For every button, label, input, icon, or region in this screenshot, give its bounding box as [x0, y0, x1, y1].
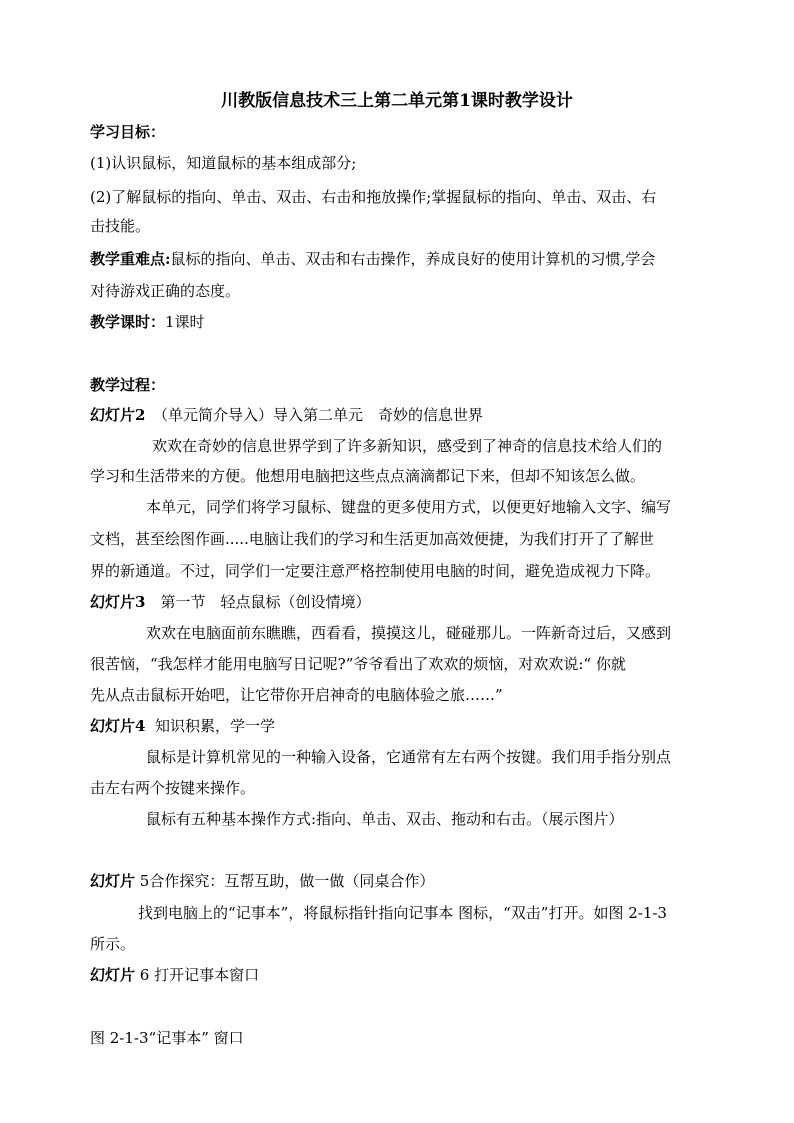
slide-5-paragraph-line-2: 所示。 [90, 935, 136, 953]
slide-4-paragraph-1-line-1: 鼠标是计算机常见的一种输入设备，它通常有左右两个按键。我们用手指分别点 [146, 748, 672, 766]
slide-2-paragraph-1-line-1: 欢欢在奇妙的信息世界学到了许多新知识，感受到了神奇的信息技术给人们的 [152, 437, 663, 455]
hours-line [90, 307, 705, 337]
slide-6-text: 6 打开记事本窗口 [139, 966, 260, 984]
slide-5-text: 5合作探究：互帮互助，做一做（同桌合作） [139, 872, 435, 890]
key-points-label: 教学重难点: [90, 250, 171, 268]
slide-2-label: 幻灯片2 [90, 406, 146, 424]
objective-item-1: (1)认识鼠标，知道鼠标的基本组成部分; [90, 154, 357, 172]
slide-3-paragraph-line-1: 欢欢在电脑面前东瞧瞧，西看看，摸摸这儿，碰碰那儿。一阵新奇过后，又感到 [146, 624, 672, 642]
slide-3-paragraph-line-2: 很苦恼，“我怎样才能用电脑写日记呢?”爷爷看出了欢欢的烦恼，对欢欢说:“ 你就 [90, 655, 626, 673]
slide-4-text: 知识积累，学一学 [154, 717, 275, 735]
slide-2-heading [90, 400, 705, 430]
figure-caption: 图 2-1-3“记事本” 窗口 [90, 1029, 244, 1047]
slide-3-paragraph-line-3: 先从点击鼠标开始吧，让它带你开启神奇的电脑体验之旅……” [90, 686, 503, 704]
slide-4-label: 幻灯片4 [90, 717, 146, 735]
hours-label: 教学课时： [90, 313, 166, 331]
objectives-heading: 学习目标： [90, 123, 166, 141]
objective-item-2-line-2: 击技能。 [90, 217, 151, 235]
slide-4-paragraph-2: 鼠标有五种基本操作方式:指向、单击、双击、拖动和右击。（展示图片） [146, 810, 624, 828]
key-points-line-2: 对待游戏正确的态度。 [90, 282, 241, 300]
slide-3-label: 幻灯片3 [90, 593, 146, 611]
slide-3-text: 第一节 轻点鼠标（创设情境） [145, 593, 371, 611]
objective-item-2-line-1: (2)了解鼠标的指向、单击、双击、右击和拖放操作;掌握鼠标的指向、单击、双击、右 [90, 188, 657, 206]
slide-6-label: 幻灯片 [90, 966, 136, 984]
key-points-text: 鼠标的指向、单击、双击和右击操作，养成良好的使用计算机的习惯,学会 [170, 250, 656, 268]
slide-2-paragraph-2-line-3: 界的新通道。不过，同学们一定要注意严格控制使用电脑的时间，避免造成视力下降。 [90, 562, 661, 580]
slide-4-paragraph-1-line-2: 击左右两个按键来操作。 [90, 779, 256, 797]
slide-2-paragraph-1-line-2: 学习和生活带来的方便。他想用电脑把这些点点滴滴都记下来，但却不知该怎么做。 [90, 467, 646, 485]
slide-2-text: （单元简介导入）导入第二单元 奇妙的信息世界 [145, 406, 483, 424]
hours-value: 1课时 [165, 313, 205, 331]
slide-2-paragraph-2-line-2: 文档，甚至绘图作画.....电脑让我们的学习和生活更加高效便捷，为我们打开了了解世 [90, 530, 654, 548]
slide-6-heading [90, 960, 705, 990]
slide-2-paragraph-2-line-1: 本单元，同学们将学习鼠标、键盘的更多使用方式，以便更好地输入文字、编写 [146, 498, 672, 516]
slide-5-paragraph-line-1: 找到电脑上的“记事本”，将鼠标指针指向记事本 图标，“双击”打开。如图 2-1-3 [138, 904, 667, 922]
process-heading: 教学过程： [90, 376, 166, 394]
document-title: 川教版信息技术三上第二单元第1课时教学设计 [221, 91, 573, 111]
slide-4-heading [90, 711, 705, 741]
slide-5-label: 幻灯片 [90, 872, 136, 890]
slide-3-heading [90, 587, 705, 617]
key-points-line-1 [90, 244, 705, 274]
slide-5-heading [90, 866, 705, 896]
